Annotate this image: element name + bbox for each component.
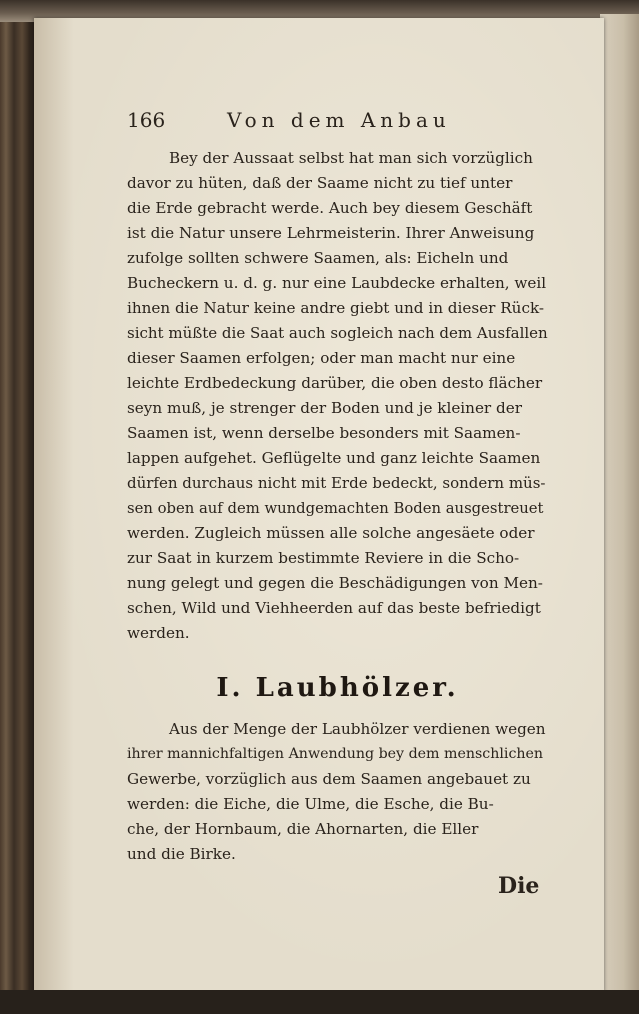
text-line: ist die Natur unsere Lehrmeisterin. Ihrer Anweisung — [127, 224, 535, 242]
book-bottom-edge — [0, 990, 639, 1014]
catchword: Die — [498, 873, 540, 899]
running-head-title: Von dem Anbau — [227, 108, 451, 132]
text-line: nung gelegt und gegen die Beschädigungen von Men- — [127, 574, 543, 592]
running-head — [127, 108, 548, 138]
text-line: sicht müßte die Saat auch sogleich nach dem Ausfallen — [127, 324, 548, 342]
text-line: davor zu hüten, daß der Saame nicht zu tief unter — [127, 174, 513, 192]
text-line: che, der Hornbaum, die Ahornarten, die Eller — [127, 820, 479, 838]
text-line: leichte Erdbedeckung darüber, die oben desto flächer — [127, 374, 543, 392]
text-line: schen, Wild und Viehheerden auf das beste befriedigt — [127, 599, 541, 617]
section-heading: I. Laubhölzer. — [216, 673, 459, 703]
text-line: Aus der Menge der Laubhölzer verdienen wegen — [169, 720, 546, 738]
paragraph-2 — [127, 717, 548, 867]
text-line: werden. Zugleich müssen alle solche angesäete oder — [127, 524, 535, 542]
text-line: zufolge sollten schwere Saamen, als: Eicheln und — [127, 249, 509, 267]
text-line: die Erde gebracht werde. Auch bey diesem Geschäft — [127, 199, 533, 217]
facing-page-edge — [600, 14, 639, 999]
text-line: sen oben auf dem wundgemachten Boden ausgestreuet — [127, 500, 544, 517]
text-line: Saamen ist, wenn derselbe besonders mit Saamen- — [127, 424, 521, 442]
text-line: Bucheckern u. d. g. nur eine Laubdecke erhalten, weil — [127, 274, 547, 292]
text-line: und die Birke. — [127, 845, 236, 863]
text-line: ihnen die Natur keine andre giebt und in dieser Rück- — [127, 299, 545, 317]
text-line: dieser Saamen erfolgen; oder man macht nur eine — [127, 349, 516, 367]
paragraph-1 — [127, 146, 548, 646]
text-line: Bey der Aussaat selbst hat man sich vorzüglich — [169, 149, 533, 167]
text-line: lappen aufgehet. Geflügelte und ganz leichte Saamen — [127, 449, 541, 467]
page-number: 166 — [127, 108, 166, 132]
text-line: ihrer mannichfaltigen Anwendung bey dem menschlichen — [127, 746, 544, 762]
text-line: zur Saat in kurzem bestimmte Reviere in die Scho- — [127, 549, 520, 567]
text-line: werden: die Eiche, die Ulme, die Esche, die Bu- — [127, 795, 494, 813]
text-line: werden. — [127, 624, 190, 642]
text-line: Gewerbe, vorzüglich aus dem Saamen angebauet zu — [127, 770, 531, 788]
text-line: seyn muß, je strenger der Boden und je kleiner der — [127, 399, 522, 417]
text-line: dürfen durchaus nicht mit Erde bedeckt, sondern müs- — [127, 474, 546, 492]
